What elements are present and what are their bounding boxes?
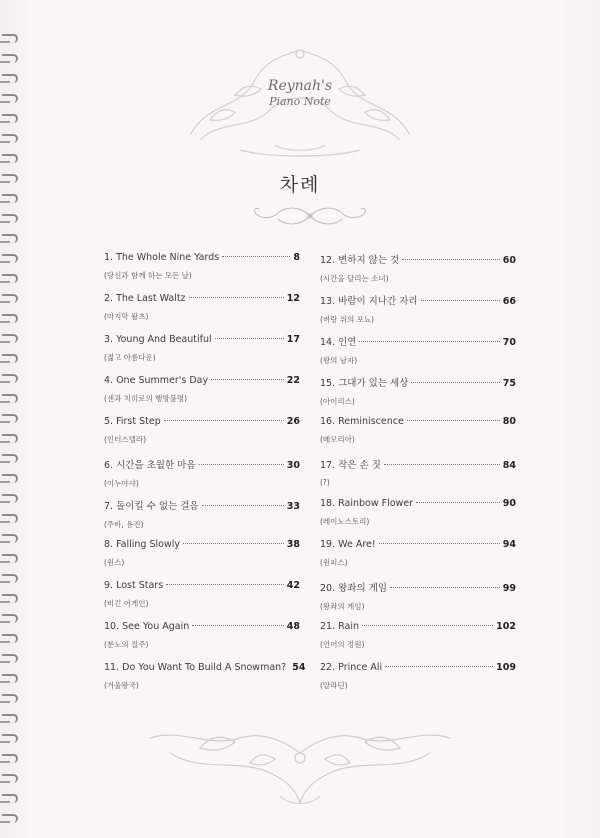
binding-ring-icon xyxy=(2,794,18,803)
dot-leader xyxy=(222,256,290,257)
page-number: 48 xyxy=(286,621,300,632)
toc-entry xyxy=(104,293,300,334)
toc-entry-line xyxy=(104,334,300,345)
page-number: 84 xyxy=(502,460,516,471)
dot-leader xyxy=(402,259,500,260)
binding-ring-icon xyxy=(2,294,18,303)
binding-ring-icon xyxy=(2,494,18,503)
song-source: (아이리스) xyxy=(320,397,355,406)
page-number: 90 xyxy=(502,498,516,509)
page-number: 33 xyxy=(286,501,300,512)
toc-entry xyxy=(320,252,516,293)
dot-leader xyxy=(202,505,284,506)
dot-leader xyxy=(421,300,500,301)
song-title: 5. First Step xyxy=(104,416,161,427)
footer-ornament-icon xyxy=(140,718,460,813)
song-title: 19. We Are! xyxy=(320,539,376,550)
spiral-binding xyxy=(0,34,22,834)
song-source: (비긴 어게인) xyxy=(104,599,149,608)
song-source: (마지막 왈츠) xyxy=(104,312,149,321)
binding-ring-icon xyxy=(2,114,18,123)
toc-entry-line xyxy=(104,375,300,386)
toc-entry xyxy=(320,498,516,539)
toc-entry-line xyxy=(320,416,516,427)
song-source: (이누야샤) xyxy=(104,479,139,488)
song-source: (알라딘) xyxy=(320,681,348,690)
song-title: 16. Reminiscence xyxy=(320,416,404,427)
toc-entry-line xyxy=(320,662,516,673)
dot-leader xyxy=(384,464,500,465)
page-number: 42 xyxy=(286,580,300,591)
dot-leader xyxy=(166,584,284,585)
binding-ring-icon xyxy=(2,814,18,823)
dot-leader xyxy=(385,666,493,667)
song-source: (레이노스토리) xyxy=(320,517,370,526)
binding-ring-icon xyxy=(2,574,18,583)
binding-ring-icon xyxy=(2,54,18,63)
dot-leader xyxy=(199,464,284,465)
binding-ring-icon xyxy=(2,314,18,323)
toc-entry-line xyxy=(104,580,300,591)
dot-leader xyxy=(416,502,500,503)
toc-entry xyxy=(104,580,300,621)
song-title: 14. 인연 xyxy=(320,337,357,348)
binding-ring-icon xyxy=(2,694,18,703)
song-title: 10. See You Again xyxy=(104,621,190,632)
toc-entry xyxy=(320,539,516,580)
song-source: (센과 치히로의 행방불명) xyxy=(104,394,188,403)
toc-entry-line xyxy=(104,621,300,632)
dot-leader xyxy=(359,341,499,342)
toc-entry xyxy=(320,375,516,416)
toc-entry xyxy=(320,293,516,334)
song-title: 9. Lost Stars xyxy=(104,580,164,591)
binding-ring-icon xyxy=(2,454,18,463)
song-source: (주바, 용진) xyxy=(104,520,144,529)
binding-ring-icon xyxy=(2,554,18,563)
song-title: 18. Rainbow Flower xyxy=(320,498,414,509)
dot-leader xyxy=(183,543,284,544)
toc-entry-line xyxy=(320,293,516,307)
logo-title: Reynah's xyxy=(267,78,333,94)
toc-entry-line xyxy=(104,416,300,427)
song-source: (젊고 아름다운) xyxy=(104,353,156,362)
page-number: 70 xyxy=(502,337,516,348)
binding-ring-icon xyxy=(2,154,18,163)
song-source: (벼랑 위의 포뇨) xyxy=(320,315,375,324)
dot-leader xyxy=(189,297,284,298)
toc-column-right xyxy=(320,252,516,703)
logo-subtitle: Piano Note xyxy=(269,95,331,108)
toc-entry-line xyxy=(320,252,516,266)
song-source: (원피스) xyxy=(320,558,348,567)
toc-entry-line xyxy=(104,457,300,471)
toc-entry xyxy=(104,416,300,457)
toc-entry xyxy=(320,621,516,662)
page-number: 8 xyxy=(293,252,300,263)
page-number: 80 xyxy=(502,416,516,427)
song-source: (?) xyxy=(320,478,330,487)
song-title: 7. 돌이킬 수 없는 걸음 xyxy=(104,501,199,512)
binding-ring-icon xyxy=(2,714,18,723)
toc-entry xyxy=(320,334,516,375)
toc-entry-line xyxy=(320,621,516,632)
song-title: 6. 시간을 초월한 마음 xyxy=(104,460,196,471)
page-number: 30 xyxy=(286,460,300,471)
song-title: 22. Prince Ali xyxy=(320,662,383,673)
dot-leader xyxy=(390,587,500,588)
binding-ring-icon xyxy=(2,214,18,223)
song-source: (왕의 남자) xyxy=(320,356,358,365)
page-number: 109 xyxy=(496,662,516,673)
toc-entry xyxy=(104,375,300,416)
page-number: 66 xyxy=(502,296,516,307)
binding-ring-icon xyxy=(2,394,18,403)
toc-entry xyxy=(104,539,300,580)
toc-entry-line xyxy=(320,580,516,594)
song-source: (시간을 달리는 소녀) xyxy=(320,274,389,283)
toc-entry xyxy=(104,662,306,703)
song-title: 3. Young And Beautiful xyxy=(104,334,212,345)
dot-leader xyxy=(211,379,284,380)
binding-ring-icon xyxy=(2,134,18,143)
toc-entry xyxy=(104,457,300,498)
dot-leader xyxy=(362,625,493,626)
song-source: (겨울왕국) xyxy=(104,681,139,690)
toc-column-left xyxy=(104,252,306,703)
toc-entry xyxy=(320,416,516,457)
binding-ring-icon xyxy=(2,754,18,763)
song-title: 12. 변하지 않는 것 xyxy=(320,255,400,266)
song-source: (원스) xyxy=(104,558,125,567)
toc-entry xyxy=(104,252,300,293)
song-source: (언어의 정원) xyxy=(320,640,365,649)
page-number: 26 xyxy=(286,416,300,427)
song-title: 11. Do You Want To Build A Snowman? xyxy=(104,662,287,673)
binding-ring-icon xyxy=(2,514,18,523)
binding-ring-icon xyxy=(2,354,18,363)
toc-entry-line xyxy=(104,539,300,550)
song-source: (왕좌의 게임) xyxy=(320,602,365,611)
toc-entry-line xyxy=(320,457,516,471)
song-title: 20. 왕좌의 게임 xyxy=(320,583,388,594)
binding-ring-icon xyxy=(2,674,18,683)
song-title: 15. 그대가 있는 세상 xyxy=(320,378,409,389)
toc-entry-line xyxy=(104,662,306,673)
dot-leader xyxy=(411,382,499,383)
song-title: 4. One Summer's Day xyxy=(104,375,209,386)
toc-entry-line xyxy=(320,334,516,348)
dot-leader xyxy=(164,420,284,421)
binding-ring-icon xyxy=(2,474,18,483)
toc-entry-line xyxy=(320,375,516,389)
binding-ring-icon xyxy=(2,234,18,243)
page-number: 60 xyxy=(502,255,516,266)
binding-ring-icon xyxy=(2,614,18,623)
flourish-divider-icon xyxy=(250,203,370,229)
toc-entry xyxy=(320,457,516,498)
song-source: (당신과 함께 하는 모든 날) xyxy=(104,271,192,280)
binding-ring-icon xyxy=(2,634,18,643)
toc-entry-line xyxy=(104,252,300,263)
toc-entry-line xyxy=(320,498,516,509)
binding-ring-icon xyxy=(2,434,18,443)
page-number: 12 xyxy=(286,293,300,304)
binding-ring-icon xyxy=(2,534,18,543)
page-number: 38 xyxy=(286,539,300,550)
page-number: 94 xyxy=(502,539,516,550)
binding-ring-icon xyxy=(2,654,18,663)
song-title: 17. 작은 손 짓 xyxy=(320,460,381,471)
dot-leader xyxy=(192,625,283,626)
page-title: 차례 xyxy=(279,174,321,196)
binding-ring-icon xyxy=(2,254,18,263)
toc-entry-line xyxy=(104,498,300,512)
toc-entry xyxy=(320,580,516,621)
toc-entry xyxy=(104,498,300,539)
page-number: 102 xyxy=(496,621,516,632)
binding-ring-icon xyxy=(2,734,18,743)
dot-leader xyxy=(407,420,500,421)
page-number: 75 xyxy=(502,378,516,389)
dot-leader xyxy=(215,338,284,339)
song-title: 13. 바람이 지나간 자리 xyxy=(320,296,418,307)
page-number: 17 xyxy=(286,334,300,345)
toc-entry xyxy=(104,334,300,375)
binding-ring-icon xyxy=(2,414,18,423)
binding-ring-icon xyxy=(2,274,18,283)
page-number: 54 xyxy=(292,662,306,673)
toc-entry-line xyxy=(320,539,516,550)
toc-entry xyxy=(104,621,300,662)
binding-ring-icon xyxy=(2,594,18,603)
song-title: 21. Rain xyxy=(320,621,360,632)
toc-entry xyxy=(320,662,516,703)
binding-ring-icon xyxy=(2,34,18,43)
song-source: (분노의 질주) xyxy=(104,640,149,649)
binding-ring-icon xyxy=(2,774,18,783)
toc-entry-line xyxy=(104,293,300,304)
song-title: 8. Falling Slowly xyxy=(104,539,180,550)
page-number: 22 xyxy=(286,375,300,386)
song-title: 2. The Last Waltz xyxy=(104,293,186,304)
song-source: (인터스텔라) xyxy=(104,435,147,444)
song-title: 1. The Whole Nine Yards xyxy=(104,252,220,263)
page-number: 99 xyxy=(502,583,516,594)
binding-ring-icon xyxy=(2,334,18,343)
dot-leader xyxy=(379,543,500,544)
binding-ring-icon xyxy=(2,374,18,383)
song-source: (메모리아) xyxy=(320,435,355,444)
